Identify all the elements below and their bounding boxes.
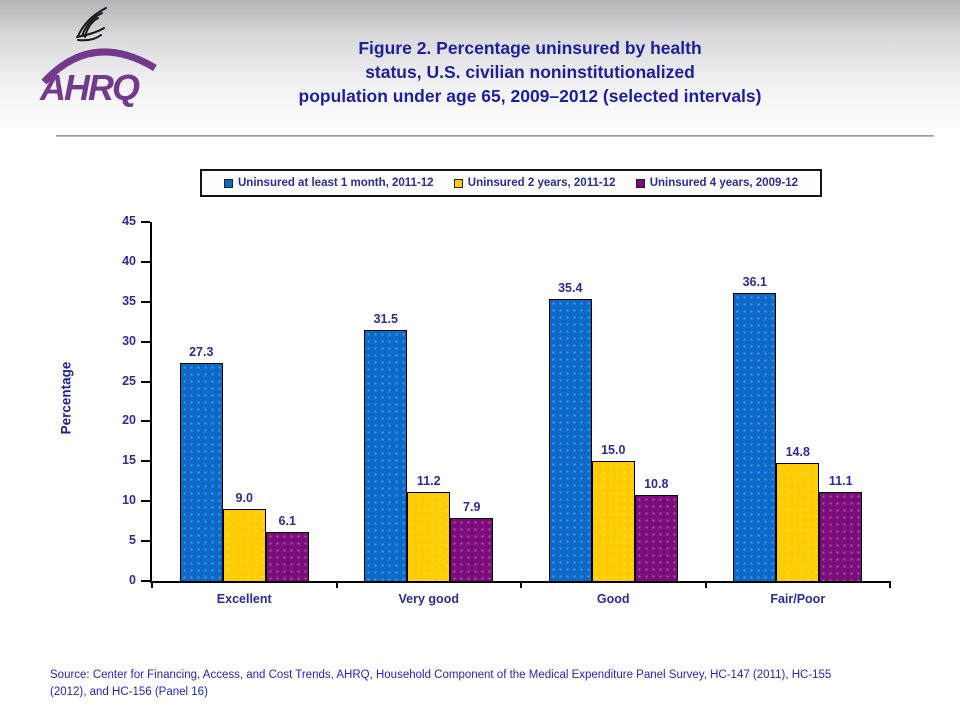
y-tick-mark <box>141 381 150 383</box>
x-tick <box>520 581 522 588</box>
y-tick-mark <box>141 460 150 462</box>
y-tick-mark <box>141 580 150 582</box>
source-line-1: Source: Center for Financing, Access, and Cost Trends, AHRQ, Household Component of the Medical Expenditure Panel Survey, HC-147 (2011), HC-155 <box>50 669 832 681</box>
x-category-label: Very good <box>398 592 459 606</box>
x-category-label: Excellent <box>216 592 272 606</box>
x-tick <box>889 581 891 588</box>
bar-value-label: 7.9 <box>463 499 481 514</box>
x-tick <box>151 581 153 588</box>
y-tick-label: 30 <box>122 333 136 348</box>
bar-value-label: 6.1 <box>278 514 296 529</box>
y-tick-mark <box>141 540 150 542</box>
bar <box>407 473 450 581</box>
title-line-2: status, U.S. civilian noninstitutionalized <box>365 62 695 82</box>
bar-value-label: 11.1 <box>828 474 853 489</box>
title-line-3: population under age 65, 2009–2012 (selected intervals) <box>298 86 762 106</box>
bar-value-label: 31.5 <box>373 311 398 326</box>
y-tick-mark <box>141 341 150 343</box>
legend-swatch-icon <box>454 179 463 188</box>
bar <box>733 275 776 581</box>
bar <box>776 444 819 581</box>
legend-item <box>224 177 434 189</box>
legend-label: Uninsured at least 1 month, 2011-12 <box>238 177 434 189</box>
y-tick-label: 25 <box>122 373 136 388</box>
y-tick-label: 35 <box>122 293 136 308</box>
y-tick-label: 10 <box>122 493 136 508</box>
bar-value-label: 35.4 <box>558 280 583 295</box>
bar <box>223 491 266 581</box>
bar-group-fair-poor <box>706 222 891 581</box>
bar <box>450 499 493 581</box>
bar <box>180 345 223 581</box>
bar-value-label: 15.0 <box>601 443 626 458</box>
legend-swatch-icon <box>636 179 645 188</box>
bar-value-label: 27.3 <box>189 345 214 360</box>
y-tick-label: 15 <box>122 453 136 468</box>
title-line-1: Figure 2. Percentage uninsured by health <box>358 38 702 58</box>
bar-group-excellent <box>152 222 337 581</box>
bar-group-good <box>521 222 706 581</box>
legend <box>200 169 822 197</box>
bar-group-very-good <box>337 222 522 581</box>
y-tick-label: 5 <box>129 533 136 548</box>
bar-value-label: 36.1 <box>742 275 767 290</box>
y-tick-mark <box>141 221 150 223</box>
legend-item <box>454 177 616 189</box>
x-tick <box>336 581 338 588</box>
plot-area <box>122 214 890 606</box>
bar <box>635 476 678 581</box>
bar-value-label: 14.8 <box>785 444 810 459</box>
legend-label: Uninsured 2 years, 2011-12 <box>467 177 616 189</box>
legend-label: Uninsured 4 years, 2009-12 <box>649 177 798 189</box>
y-tick-mark <box>141 500 150 502</box>
bar-value-label: 11.2 <box>416 473 441 488</box>
ahrq-wordmark: AHRQ <box>40 67 138 108</box>
y-axis-title: Percentage <box>58 361 74 435</box>
bar-value-label: 9.0 <box>235 491 253 506</box>
hhs-eagle-icon <box>34 4 162 114</box>
header-divider <box>56 135 934 137</box>
y-tick-mark <box>141 261 150 263</box>
y-tick-label: 45 <box>122 214 136 228</box>
ahrq-logo <box>34 4 162 114</box>
bar <box>592 443 635 581</box>
bar <box>549 280 592 581</box>
x-category-label: Good <box>596 592 630 606</box>
y-tick-mark <box>141 301 150 303</box>
x-axis-labels <box>152 592 890 606</box>
bar-value-label: 10.8 <box>644 476 669 491</box>
y-tick-label: 20 <box>122 413 136 428</box>
y-tick-label: 0 <box>129 573 136 587</box>
y-tick-mark <box>141 420 150 422</box>
legend-swatch-icon <box>224 179 233 188</box>
source-line-2: (2012), and HC-156 (Panel 16) <box>50 686 208 699</box>
x-category-label: Fair/Poor <box>770 592 826 606</box>
figure-title <box>235 36 825 108</box>
bar <box>364 311 407 581</box>
source-note <box>50 667 920 702</box>
y-tick-label: 40 <box>122 253 136 268</box>
x-tick <box>705 581 707 588</box>
bar <box>266 514 309 581</box>
legend-item <box>636 177 798 189</box>
bar <box>819 474 862 581</box>
